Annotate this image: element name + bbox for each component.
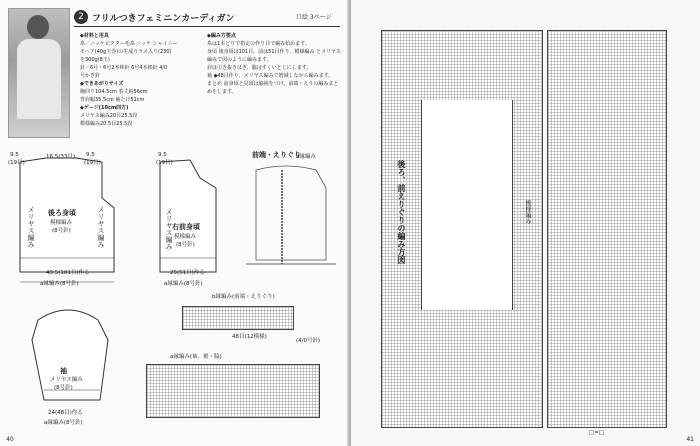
gauge-line: メリヤス編み20目25.5段 [80, 113, 138, 119]
b-edging-needle: (4/0号針) [296, 338, 321, 344]
materials-line: 糸／ニッケビクター毛糸 ニッケ シャイニー [80, 41, 178, 47]
back-measure: 9.5 [86, 152, 95, 158]
a-edging-title: a縁編み(袖、裾・脇) [170, 354, 222, 360]
front-body-label: 右前身頃 [172, 223, 200, 231]
title-rule [74, 26, 340, 27]
gauge-heading: ◆ゲージ(10cm四方) [80, 105, 129, 111]
collar-opening [421, 100, 513, 310]
materials-line: を300g(8玉) [80, 57, 110, 63]
materials-section [80, 32, 205, 128]
front-edge-label: a縁編み(8号針) [164, 281, 203, 287]
right-page-number: 41 [686, 436, 694, 443]
back-stockinette-left: メリヤス編み [27, 206, 35, 248]
sleeve-edge-label: a縁編み(8号針) [44, 420, 83, 426]
front-body-diagram [150, 148, 230, 288]
model-head [27, 15, 49, 39]
points-line: 糸は1本どりで指定の作り目で編み始めます。 [207, 41, 310, 47]
materials-heading: ◆材料と用具 [80, 33, 109, 39]
sleeve-label: 袖 [60, 367, 67, 375]
sleeve-cast-on: 24(48目)作る [48, 410, 83, 416]
points-heading: ◆編み方要点 [207, 33, 236, 39]
back-stockinette-right: メリヤス編み [97, 206, 105, 248]
left-page-number: 40 [6, 436, 14, 443]
model-cardigan [17, 39, 61, 119]
sleeve-needle-label: (8号針) [54, 385, 73, 391]
back-edge-label: a縁編み(8号針) [40, 281, 79, 287]
back-cast-on: 49.5(101目)作る [46, 270, 90, 276]
materials-line: モヘア(40g玉巻)の生成りラメ入り(230) [80, 49, 172, 55]
back-measure: 16.5(33目) [46, 154, 76, 160]
back-body-label: 後ろ身頃 [48, 209, 76, 217]
edge-sub: a縁編み [296, 154, 316, 160]
pattern-title: フリルつきフェミニンカーディガン [92, 14, 235, 24]
points-section [207, 32, 342, 96]
points-line: まとめ 前身頃と見頃は脇袖をつけ、前端・えりの編みまとめをします。 [207, 81, 339, 95]
points-line: 身頃 後身頃は101目、前は51目作り、模様編み とメリヤス編みで図のように編みます。 [207, 49, 341, 63]
legend-mark: □=□ [589, 430, 605, 436]
back-measure: (19目) [8, 160, 25, 166]
b-edging-count: 48目(12模様) [232, 334, 267, 340]
model-photo [8, 8, 70, 138]
back-needle-label: (8号針) [52, 228, 71, 234]
pattern-number-badge: 2 [74, 10, 88, 24]
chart-title: 後ろ、前えりぐりの編み方図 [397, 160, 406, 264]
front-measure: (19目) [156, 160, 173, 166]
points-line: 袖 ◆48目作り、メリヤス編みで増減しながら編みます。 [207, 73, 334, 79]
edge-title: 前端・えりぐり [252, 151, 301, 159]
back-measure: 9.5 [10, 152, 19, 158]
photo-page-ref: 口絵 3ページ [296, 14, 332, 21]
size-line: 胸回り104.5cm 着丈約56cm [80, 89, 148, 95]
edge-diagram [236, 160, 346, 280]
sleeve-diagram [8, 300, 138, 420]
b-edging-title: b縁編み(前端・えりぐり) [212, 294, 275, 300]
pattern-chart [547, 30, 667, 428]
materials-line: 針／6号・6号2本棒針 6号4本棒針 4/0 [80, 65, 168, 71]
front-cast-on: 25(51目)作る [170, 270, 205, 276]
back-measure: (19目) [84, 160, 101, 166]
sleeve-stitch-label: メリヤス編み [50, 377, 83, 383]
front-needle-label: (8号針) [176, 242, 195, 248]
front-stockinette: メリヤス編み [165, 208, 173, 250]
pattern-label: 模様編み [524, 200, 531, 224]
a-edging-chart [146, 364, 320, 418]
front-measure: 9.5 [158, 152, 167, 158]
materials-line: 号かぎ針 [80, 73, 101, 79]
front-stitch-label: 模様編み [174, 234, 197, 240]
size-line: 背肩幅35.5cm 袖たけ51cm [80, 97, 145, 103]
size-heading: ◆できあがりサイズ [80, 81, 124, 87]
left-page [0, 0, 349, 446]
right-page [351, 0, 700, 446]
points-line: 肩は引き抜きはぎ、脇はすくいとじにします。 [207, 65, 312, 71]
back-stitch-label: 模様編み [50, 220, 73, 226]
gauge-line: 模様編み20.5目25.5段 [80, 121, 133, 127]
b-edging-chart [182, 306, 294, 330]
